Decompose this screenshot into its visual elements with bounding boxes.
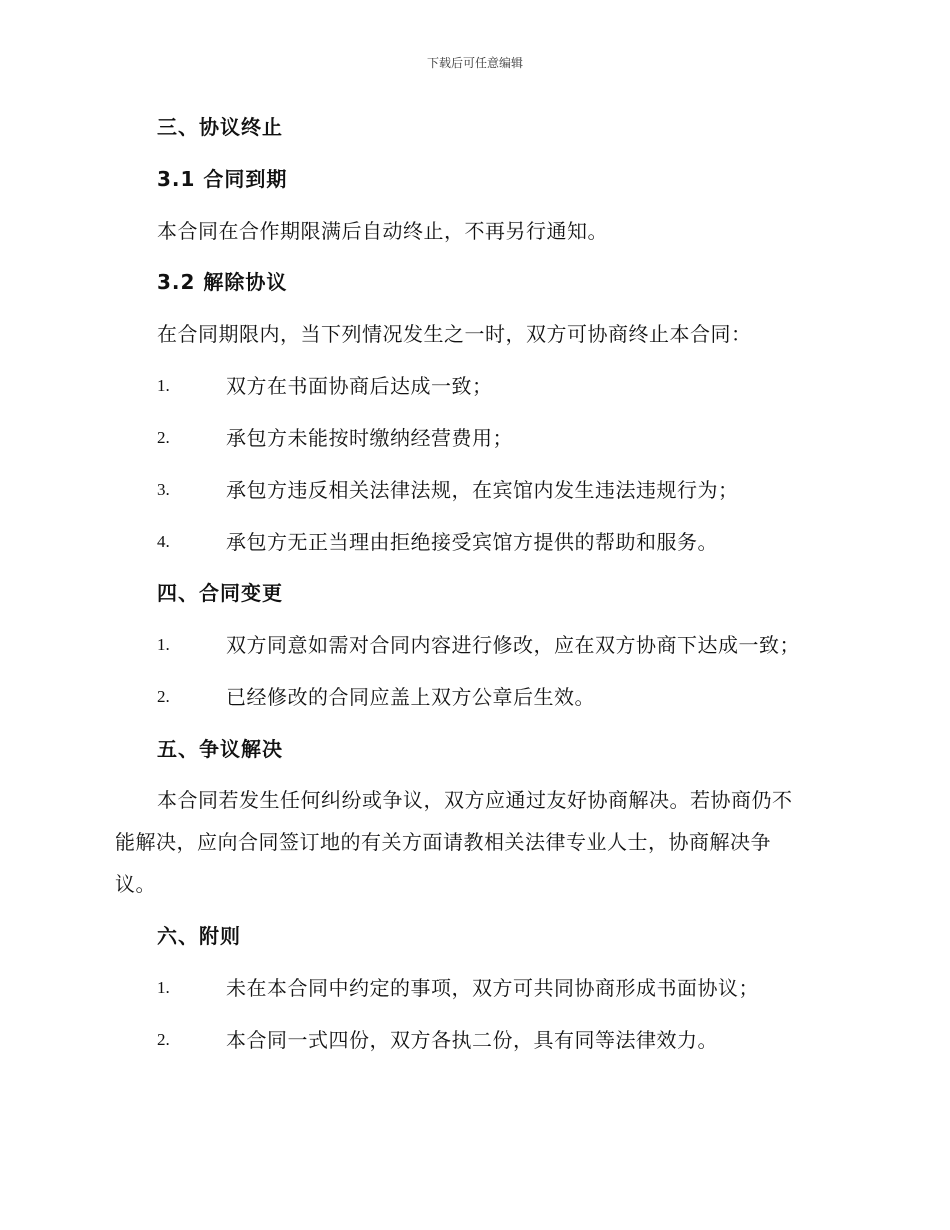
section-3-2-title: 3.2 解除协议 [157,270,288,294]
list-item-text: 本合同一式四份，双方各执二份，具有同等法律效力。 [226,1028,718,1052]
list-item-number: 3. [157,480,170,499]
list-item-number: 2. [157,687,170,706]
list-item-number: 4. [157,532,170,551]
list-item-text: 已经修改的合同应盖上双方公章后生效。 [226,685,595,709]
list-item-number: 2. [157,1030,170,1049]
list-item-number: 1. [157,376,170,395]
section-5-line-1: 本合同若发生任何纠纷或争议，双方应通过友好协商解决。若协商仍不 [157,788,793,812]
list-item-text: 承包方未能按时缴纳经营费用； [226,426,513,450]
section-4-title: 四、合同变更 [157,581,283,605]
list-item-text: 承包方违反相关法律法规，在宾馆内发生违法违规行为； [226,478,739,502]
page-header-note: 下载后可任意编辑 [426,56,523,70]
list-item-text: 双方同意如需对合同内容进行修改，应在双方协商下达成一致； [226,633,800,657]
list-item-text: 承包方无正当理由拒绝接受宾馆方提供的帮助和服务。 [226,530,718,554]
list-item-text: 未在本合同中约定的事项，双方可共同协商形成书面协议； [226,976,759,1000]
list-item-number: 2. [157,428,170,447]
section-3-title: 三、协议终止 [157,115,283,139]
list-item-number: 1. [157,978,170,997]
list-item-text: 双方在书面协商后达成一致； [226,374,493,398]
section-5-title: 五、争议解决 [157,737,283,761]
section-5-line-3: 议。 [115,872,156,896]
section-3-1-title: 3.1 合同到期 [157,167,288,191]
list-item-number: 1. [157,635,170,654]
section-3-2-intro: 在合同期限内，当下列情况发生之一时，双方可协商终止本合同： [157,322,752,346]
section-3-1-text: 本合同在合作期限满后自动终止，不再另行通知。 [157,219,608,243]
section-5-line-2: 能解决，应向合同签订地的有关方面请教相关法律专业人士，协商解决争 [115,830,771,854]
section-6-title: 六、附则 [157,924,241,948]
